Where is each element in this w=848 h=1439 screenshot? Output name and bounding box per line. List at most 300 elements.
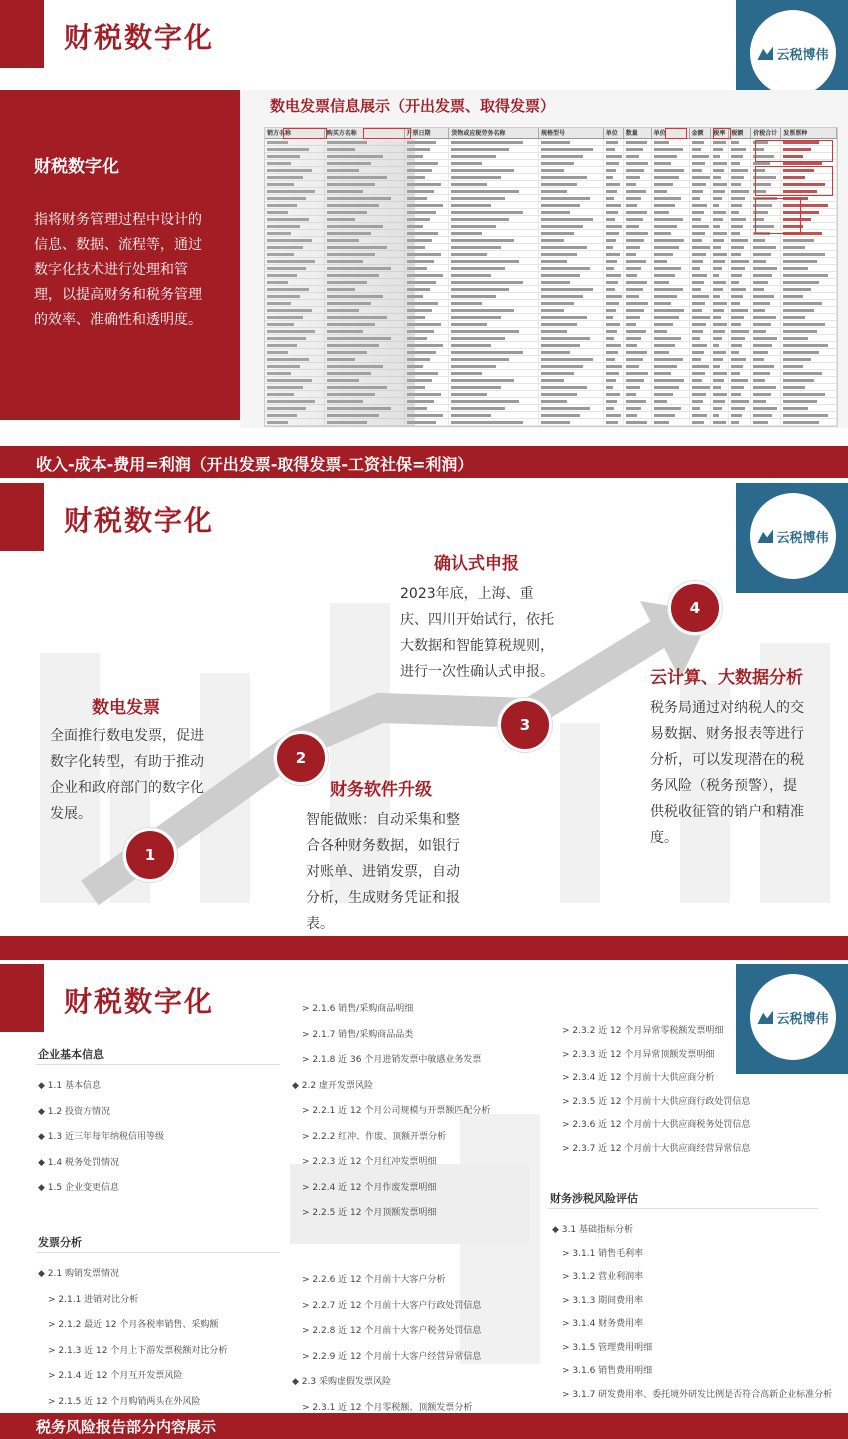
toc-item: ◆ 1.4 税务处罚情况 (38, 1157, 119, 1168)
spreadsheet-cell (604, 363, 624, 369)
spreadsheet-cell (652, 174, 690, 180)
spreadsheet-column-header: 发票票种 (781, 128, 837, 138)
step-circle-4: 4 (668, 581, 722, 635)
spreadsheet-cell (781, 286, 837, 292)
toc-item: > 2.2.3 近 12 个月红冲发票明细 (302, 1157, 437, 1167)
spreadsheet-cell (690, 377, 712, 383)
spreadsheet-cell (690, 391, 712, 397)
spreadsheet-cell (751, 272, 781, 278)
spreadsheet-cell (690, 209, 712, 215)
spreadsheet-cell (690, 363, 712, 369)
spreadsheet-cell (652, 314, 690, 320)
spreadsheet-cell (604, 195, 624, 201)
spreadsheet-cell (711, 279, 729, 285)
spreadsheet-cell (729, 167, 751, 173)
spreadsheet-cell (539, 349, 604, 355)
spreadsheet-cell (690, 293, 712, 299)
spreadsheet-cell (624, 279, 652, 285)
spreadsheet-cell (751, 307, 781, 313)
step4-body: 税务局通过对纳税人的交易数据、财务报表等进行分析，可以发现潜在的税务风险（税务预警），提供税收征管的销户和精准度。 (650, 700, 804, 846)
spreadsheet-cell (781, 363, 837, 369)
spreadsheet-cell (449, 419, 539, 425)
spreadsheet-cell (781, 279, 837, 285)
spreadsheet-cell (729, 265, 751, 271)
spreadsheet-cell (751, 265, 781, 271)
spreadsheet-cell (781, 300, 837, 306)
spreadsheet-cell (711, 370, 729, 376)
spreadsheet-cell (624, 258, 652, 264)
spreadsheet-cell (624, 139, 652, 145)
toc-item: > 3.1.5 管理费用明细 (562, 1342, 653, 1353)
spreadsheet-cell (729, 384, 751, 390)
spreadsheet-cell (539, 293, 604, 299)
spreadsheet-cell (711, 356, 729, 362)
spreadsheet-cell (711, 237, 729, 243)
spreadsheet-cell (690, 251, 712, 257)
toc-item: > 2.1.6 销售/采购商品明细 (302, 1004, 414, 1014)
spreadsheet-cell (690, 398, 712, 404)
spreadsheet-cell (751, 286, 781, 292)
spreadsheet-cell (604, 202, 624, 208)
toc-section-heading: 财务涉税风险评估 (550, 1192, 638, 1205)
spreadsheet-cell (652, 370, 690, 376)
spreadsheet-cell (711, 391, 729, 397)
spreadsheet-cell (781, 370, 837, 376)
spreadsheet-cell (781, 391, 837, 397)
spreadsheet-cell (711, 307, 729, 313)
spreadsheet-cell (624, 216, 652, 222)
spreadsheet-cell (690, 258, 712, 264)
spreadsheet-cell (604, 391, 624, 397)
toc-section-heading: 发票分析 (38, 1236, 82, 1249)
spreadsheet-cell (711, 251, 729, 257)
spreadsheet-cell (449, 398, 539, 404)
spreadsheet-cell (690, 384, 712, 390)
invoice-spreadsheet (264, 127, 838, 427)
spreadsheet-cell (604, 237, 624, 243)
toc-item: ◆ 1.3 近三年每年纳税信用等级 (38, 1132, 164, 1142)
spreadsheet-cell (690, 244, 712, 250)
spreadsheet-cell (711, 412, 729, 418)
toc-item: > 2.3.3 近 12 个月异常顶额发票明细 (562, 1049, 715, 1060)
spreadsheet-column-header: 税额 (729, 128, 751, 138)
logo-text: 云税博伟 (776, 47, 829, 63)
spreadsheet-cell (604, 342, 624, 348)
spreadsheet-cell (690, 356, 712, 362)
spreadsheet-cell (449, 209, 539, 215)
spreadsheet-cell (652, 160, 690, 166)
spreadsheet-cell (652, 139, 690, 145)
spreadsheet-cell (449, 349, 539, 355)
spreadsheet-cell (539, 146, 604, 152)
logo-mountain-icon (757, 46, 773, 60)
slide-invoice-display (0, 0, 848, 478)
spreadsheet-cell (449, 300, 539, 306)
spreadsheet-cell (539, 272, 604, 278)
spreadsheet-cell (751, 237, 781, 243)
spreadsheet-cell (539, 398, 604, 404)
spreadsheet-cell (604, 139, 624, 145)
spreadsheet-cell (729, 335, 751, 341)
spreadsheet-cell (781, 356, 837, 362)
spreadsheet-cell (729, 370, 751, 376)
spreadsheet-cell (781, 251, 837, 257)
slide-title: 财税数字化 (64, 21, 215, 54)
spreadsheet-cell (781, 314, 837, 320)
spreadsheet-cell (539, 258, 604, 264)
toc-item: > 2.3.6 近 12 个月前十大供应商税务处罚信息 (562, 1120, 751, 1130)
spreadsheet-cell (449, 279, 539, 285)
spreadsheet-cell (729, 356, 751, 362)
toc-item: ◆ 2.2 虚开发票风险 (292, 1080, 373, 1091)
spreadsheet-cell (751, 321, 781, 327)
spreadsheet-cell (690, 181, 712, 187)
spreadsheet-cell (781, 412, 837, 418)
spreadsheet-cell (652, 293, 690, 299)
step-circle-1: 1 (123, 828, 177, 882)
toc-column-3 (0, 964, 848, 1404)
spreadsheet-cell (604, 216, 624, 222)
spreadsheet-cell (539, 195, 604, 201)
spreadsheet-cell (652, 237, 690, 243)
spreadsheet-cell (729, 314, 751, 320)
spreadsheet-cell (652, 419, 690, 425)
spreadsheet-cell (449, 377, 539, 383)
spreadsheet-cell (624, 286, 652, 292)
toc-item: > 3.1.7 研发费用率、委托境外研发比例是否符合高新企业标准分析 (562, 1389, 833, 1400)
spreadsheet-cell (539, 202, 604, 208)
spreadsheet-cell (781, 258, 837, 264)
spreadsheet-cell (652, 279, 690, 285)
spreadsheet-cell (690, 321, 712, 327)
formula-text: 收入-成本-费用=利润（开出发票-取得发票-工资社保=利润） (36, 455, 474, 474)
spreadsheet-cell (690, 272, 712, 278)
spreadsheet-cell (449, 363, 539, 369)
spreadsheet-cell (652, 300, 690, 306)
spreadsheet-cell (624, 188, 652, 194)
spreadsheet-cell (690, 174, 712, 180)
spreadsheet-cell (604, 146, 624, 152)
spreadsheet-cell (690, 405, 712, 411)
spreadsheet-cell (729, 342, 751, 348)
spreadsheet-cell (781, 237, 837, 243)
spreadsheet-header-row (265, 128, 837, 139)
spreadsheet-cell (729, 412, 751, 418)
spreadsheet-cell (604, 174, 624, 180)
toc-item: > 2.1.4 近 12 个月互开发票风险 (48, 1371, 183, 1381)
toc-item: > 2.3.2 近 12 个月异常零税额发票明细 (562, 1026, 724, 1036)
spreadsheet-cell (729, 230, 751, 236)
spreadsheet-cell (624, 349, 652, 355)
spreadsheet-cell (624, 230, 652, 236)
spreadsheet-cell (751, 244, 781, 250)
toc-item: > 2.3.1 近 12 个月零税额、顶额发票分析 (302, 1402, 473, 1413)
spreadsheet-cell (729, 419, 751, 425)
spreadsheet-cell (711, 349, 729, 355)
spreadsheet-cell (624, 412, 652, 418)
spreadsheet-cell (729, 146, 751, 152)
spreadsheet-cell (449, 244, 539, 250)
spreadsheet-cell (449, 160, 539, 166)
spreadsheet-cell (729, 286, 751, 292)
spreadsheet-cell (539, 384, 604, 390)
spreadsheet-cell (604, 251, 624, 257)
spreadsheet-cell (751, 419, 781, 425)
spreadsheet-column-header: 数量 (624, 128, 652, 138)
spreadsheet-cell (624, 146, 652, 152)
spreadsheet-cell (711, 314, 729, 320)
spreadsheet-cell (624, 384, 652, 390)
spreadsheet-cell (711, 160, 729, 166)
spreadsheet-cell (652, 188, 690, 194)
spreadsheet-cell (711, 286, 729, 292)
spreadsheet-cell (781, 293, 837, 299)
spreadsheet-cell (729, 307, 751, 313)
spreadsheet-cell (729, 377, 751, 383)
spreadsheet-cell (604, 321, 624, 327)
spreadsheet-cell (751, 279, 781, 285)
spreadsheet-cell (539, 377, 604, 383)
spreadsheet-cell (539, 279, 604, 285)
spreadsheet-cell (449, 335, 539, 341)
spreadsheet-cell (711, 153, 729, 159)
spreadsheet-cell (711, 384, 729, 390)
spreadsheet-cell (729, 321, 751, 327)
section-subtitle: 数电发票信息展示（开出发票、取得发票） (270, 97, 556, 115)
toc-item: ◆ 2.3 采购虚假发票风险 (292, 1377, 391, 1387)
spreadsheet-cell (652, 223, 690, 229)
spreadsheet-cell (604, 258, 624, 264)
spreadsheet-cell (624, 328, 652, 334)
spreadsheet-cell (729, 300, 751, 306)
logo (750, 10, 836, 96)
spreadsheet-cell (711, 195, 729, 201)
spreadsheet-cell (449, 342, 539, 348)
spreadsheet-cell (690, 349, 712, 355)
spreadsheet-cell (449, 391, 539, 397)
spreadsheet-cell (711, 328, 729, 334)
spreadsheet-cell (711, 188, 729, 194)
spreadsheet-cell (604, 293, 624, 299)
spreadsheet-cell (711, 398, 729, 404)
highlight-buyer (363, 128, 411, 139)
spreadsheet-cell (781, 405, 837, 411)
spreadsheet-cell (729, 251, 751, 257)
spreadsheet-cell (781, 377, 837, 383)
step3-title: 确认式申报 (434, 554, 519, 574)
spreadsheet-cell (751, 398, 781, 404)
spreadsheet-cell (751, 370, 781, 376)
spreadsheet-cell (604, 370, 624, 376)
spreadsheet-cell (751, 258, 781, 264)
spreadsheet-cell (449, 321, 539, 327)
spreadsheet-cell (624, 272, 652, 278)
spreadsheet-cell (690, 188, 712, 194)
spreadsheet-cell (604, 272, 624, 278)
spreadsheet-cell (539, 223, 604, 229)
spreadsheet-cell (539, 370, 604, 376)
spreadsheet-cell (604, 265, 624, 271)
spreadsheet-cell (729, 195, 751, 201)
spreadsheet-cell (729, 244, 751, 250)
title-accent (0, 0, 44, 68)
spreadsheet-cell (539, 391, 604, 397)
spreadsheet-cell (690, 419, 712, 425)
spreadsheet-cell (539, 265, 604, 271)
panel-title: 财税数字化 (34, 157, 119, 177)
spreadsheet-cell (449, 314, 539, 320)
spreadsheet-cell (604, 286, 624, 292)
spreadsheet-cell (624, 419, 652, 425)
spreadsheet-cell (652, 377, 690, 383)
spreadsheet-cell (539, 174, 604, 180)
toc-item: > 2.1.3 近 12 个月上下游发票税额对比分析 (48, 1345, 228, 1356)
spreadsheet-cell (690, 153, 712, 159)
spreadsheet-cell (751, 384, 781, 390)
spreadsheet-cell (711, 209, 729, 215)
spreadsheet-cell (604, 244, 624, 250)
spreadsheet-cell (652, 153, 690, 159)
spreadsheet-cell (539, 363, 604, 369)
spreadsheet-cell (729, 181, 751, 187)
spreadsheet-cell (539, 342, 604, 348)
toc-item: > 3.1.2 营业利润率 (562, 1272, 644, 1282)
spreadsheet-cell (729, 272, 751, 278)
highlight-invoice-type-1 (755, 140, 833, 162)
spreadsheet-cell (652, 405, 690, 411)
spreadsheet-cell (652, 286, 690, 292)
spreadsheet-cell (539, 139, 604, 145)
toc-item: ◆ 1.2 投资方情况 (38, 1106, 110, 1117)
toc-item: > 3.1.1 销售毛利率 (562, 1248, 644, 1259)
spreadsheet-cell (604, 377, 624, 383)
divider (548, 1208, 818, 1209)
spreadsheet-cell (624, 181, 652, 187)
toc-item: > 2.2.2 红冲、作废、顶额开票分析 (302, 1131, 447, 1142)
spreadsheet-cell (729, 328, 751, 334)
spreadsheet-column-header: 购买方名称 (325, 128, 405, 138)
spreadsheet-cell (711, 293, 729, 299)
spreadsheet-cell (449, 216, 539, 222)
spreadsheet-cell (690, 139, 712, 145)
spreadsheet-cell (449, 356, 539, 362)
spreadsheet-cell (539, 286, 604, 292)
spreadsheet-cell (711, 139, 729, 145)
slide-title: 财税数字化 (64, 985, 215, 1018)
spreadsheet-cell (624, 335, 652, 341)
spreadsheet-cell (604, 300, 624, 306)
spreadsheet-cell (711, 300, 729, 306)
spreadsheet-cell (539, 251, 604, 257)
spreadsheet-cell (449, 286, 539, 292)
toc-item: ◆ 1.5 企业变更信息 (38, 1183, 119, 1193)
spreadsheet-cell (751, 328, 781, 334)
spreadsheet-cell (539, 356, 604, 362)
spreadsheet-cell (781, 328, 837, 334)
step-circle-2: 2 (274, 731, 328, 785)
spreadsheet-cell (449, 153, 539, 159)
spreadsheet-cell (604, 356, 624, 362)
spreadsheet-cell (539, 307, 604, 313)
spreadsheet-cell (604, 314, 624, 320)
toc-item: > 3.1.4 财务费用率 (562, 1319, 644, 1329)
spreadsheet-cell (604, 209, 624, 215)
highlight-tax-rate (713, 128, 731, 139)
spreadsheet-cell (449, 202, 539, 208)
spreadsheet-cell (729, 405, 751, 411)
spreadsheet-cell (781, 349, 837, 355)
spreadsheet-cell (539, 167, 604, 173)
spreadsheet-cell (690, 216, 712, 222)
spreadsheet-cell (449, 272, 539, 278)
spreadsheet-cell (729, 363, 751, 369)
spreadsheet-cell (652, 202, 690, 208)
spreadsheet-cell (751, 342, 781, 348)
spreadsheet-column-header: 价税合计 (751, 128, 781, 138)
spreadsheet-cell (539, 419, 604, 425)
spreadsheet-cell (729, 174, 751, 180)
spreadsheet-cell (604, 223, 624, 229)
spreadsheet-cell (781, 244, 837, 250)
highlight-amount (665, 128, 687, 139)
spreadsheet-cell (652, 251, 690, 257)
spreadsheet-cell (690, 286, 712, 292)
toc-item: > 2.2.5 近 12 个月顶额发票明细 (302, 1208, 437, 1218)
spreadsheet-column-header: 单价 (652, 128, 690, 138)
bottom-bar (0, 936, 848, 960)
spreadsheet-cell (751, 251, 781, 257)
spreadsheet-cell (604, 328, 624, 334)
spreadsheet-cell (539, 216, 604, 222)
spreadsheet-cell (449, 293, 539, 299)
spreadsheet-cell (690, 265, 712, 271)
toc-item: > 2.2.7 近 12 个月前十大客户行政处罚信息 (302, 1300, 482, 1311)
spreadsheet-cell (604, 384, 624, 390)
toc-item: > 2.1.2 最近 12 个月各税率销售、采购额 (48, 1320, 219, 1330)
spreadsheet-cell (624, 237, 652, 243)
spreadsheet-cell (711, 258, 729, 264)
spreadsheet-cell (781, 265, 837, 271)
toc-item: > 2.2.8 近 12 个月前十大客户税务处罚信息 (302, 1326, 482, 1336)
spreadsheet-cell (729, 202, 751, 208)
spreadsheet-cell (751, 293, 781, 299)
spreadsheet-cell (690, 202, 712, 208)
spreadsheet-cell (711, 146, 729, 152)
toc-section-heading: 企业基本信息 (38, 1048, 104, 1061)
toc-item: > 2.2.1 近 12 个月公司规模与开票额匹配分析 (302, 1106, 491, 1116)
spreadsheet-cell (604, 160, 624, 166)
spreadsheet-cell (781, 419, 837, 425)
spreadsheet-cell (449, 412, 539, 418)
spreadsheet-column-header: 规格型号 (539, 128, 604, 138)
spreadsheet-cell (624, 160, 652, 166)
step1-body: 全面推行数电发票，促进数字化转型，有助于推动企业和政府部门的数字化发展。 (50, 728, 204, 822)
spreadsheet-cell (652, 363, 690, 369)
spreadsheet-cell (449, 223, 539, 229)
spreadsheet-cell (449, 265, 539, 271)
spreadsheet-cell (781, 384, 837, 390)
spreadsheet-cell (604, 335, 624, 341)
spreadsheet-cell (711, 405, 729, 411)
spreadsheet-cell (624, 398, 652, 404)
spreadsheet-cell (652, 412, 690, 418)
spreadsheet-cell (751, 314, 781, 320)
step3-body: 2023年底，上海、重庆、四川开始试行，依托大数据和智能算税规则，进行一次性确认式申报。 (400, 586, 554, 680)
spreadsheet-cell (624, 405, 652, 411)
spreadsheet-cell (690, 342, 712, 348)
toc-item: ◆ 1.1 基本信息 (38, 1081, 101, 1091)
spreadsheet-cell (711, 181, 729, 187)
